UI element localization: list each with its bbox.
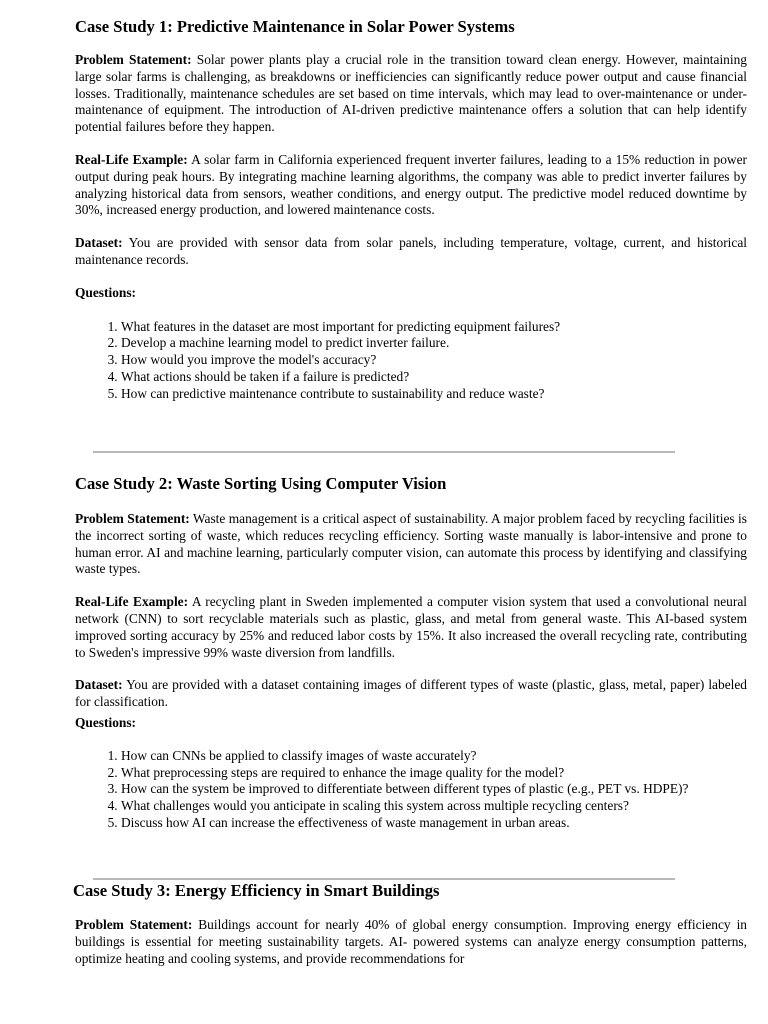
- section-divider-1: [93, 451, 675, 453]
- case-study-1-questions-heading: Questions:: [75, 284, 137, 300]
- case-study-2-dataset: Dataset: You are provided with a dataset containing images of different types of waste (plastic, glass, metal, paper) labeled for classification.: [75, 677, 747, 710]
- case-study-1-questions: [75, 319, 747, 403]
- case-study-3-title: Case Study 3: Energy Efficiency in Smart Buildings: [73, 881, 440, 900]
- case-study-2-title: Case Study 2: Waste Sorting Using Computer Vision: [75, 474, 447, 493]
- case-study-1-title: Case Study 1: Predictive Maintenance in Solar Power Systems: [75, 17, 515, 36]
- case-study-2-problem: Problem Statement: Waste management is a critical aspect of sustainability. A major problem faced by recycling facilities is the incorrect sorting of waste, which reduces recycling efficiency. Sorting waste manually is labor-intensive and prone to human error. AI and machine learning, particularly computer vision, can automate this process by identifying and classifying waste types.: [75, 511, 747, 577]
- list-item: 5. Discuss how AI can increase the effectiveness of waste management in urban areas.: [121, 815, 747, 832]
- case-study-1-dataset: Dataset: You are provided with sensor data from solar panels, including temperature, voltage, current, and historical maintenance records.: [75, 235, 747, 267]
- case-study-2-questions: [75, 748, 747, 832]
- list-item: 3. How can the system be improved to differentiate between different types of plastic (e.g., PET vs. HDPE)?: [121, 781, 747, 798]
- case-study-1-problem: Problem Statement: Solar power plants play a crucial role in the transition toward clean energy. However, maintaining large solar farms is challenging, as breakdowns or inefficiencies can significantly reduce power output and cause financial losses. Traditionally, maintenance schedules are set based on time intervals, which may lead to over-maintenance or under- maintenance of equipment. The introduction of AI-driven predictive maintenance offers a solution that can help identify potential failures before they happen.: [75, 52, 747, 135]
- case-study-2-questions-heading: Questions:: [75, 714, 137, 730]
- list-item: 2. What preprocessing steps are required to enhance the image quality for the model?: [121, 765, 747, 782]
- case-study-1: [75, 17, 747, 403]
- list-item: 4. What challenges would you anticipate in scaling this system across multiple recycling centers?: [121, 798, 747, 815]
- case-study-1-example: Real-Life Example: A solar farm in California experienced frequent inverter failures, leading to a 15% reduction in power output during peak hours. By integrating machine learning algorithms, the company was able to predict inverter failures by analyzing historical data from sensors, weather conditions, and energy output. The predictive model reduced downtime by 30%, increased energy production, and lowered maintenance costs.: [75, 151, 747, 218]
- case-study-3: [73, 881, 747, 967]
- list-item: 4. What actions should be taken if a failure is predicted?: [121, 369, 747, 386]
- case-study-3-problem: Problem Statement: Buildings account for nearly 40% of global energy consumption. Improving energy efficiency in buildings is essential for meeting sustainability targets. AI- powered systems can analyze energy consumption patterns, optimize heating and cooling systems, and provide recommendations for: [75, 917, 747, 966]
- list-item: 5. How can predictive maintenance contribute to sustainability and reduce waste?: [121, 386, 747, 403]
- case-study-2: [75, 474, 747, 832]
- list-item: 3. How would you improve the model's accuracy?: [121, 352, 747, 369]
- list-item: 1. How can CNNs be applied to classify images of waste accurately?: [121, 748, 747, 765]
- case-study-2-example: Real-Life Example: A recycling plant in Sweden implemented a computer vision system that used a convolutional neural network (CNN) to sort recyclable materials such as plastic, glass, and metal from general waste. This AI-based system improved sorting accuracy by 25% and reduced labor costs by 15%. It also increased the overall recycling rate, contributing to Sweden's impressive 99% waste diversion from landfills.: [75, 594, 747, 660]
- list-item: 2. Develop a machine learning model to predict inverter failure.: [121, 335, 747, 352]
- list-item: 1. What features in the dataset are most important for predicting equipment failures?: [121, 319, 747, 336]
- section-divider-2: [93, 878, 675, 880]
